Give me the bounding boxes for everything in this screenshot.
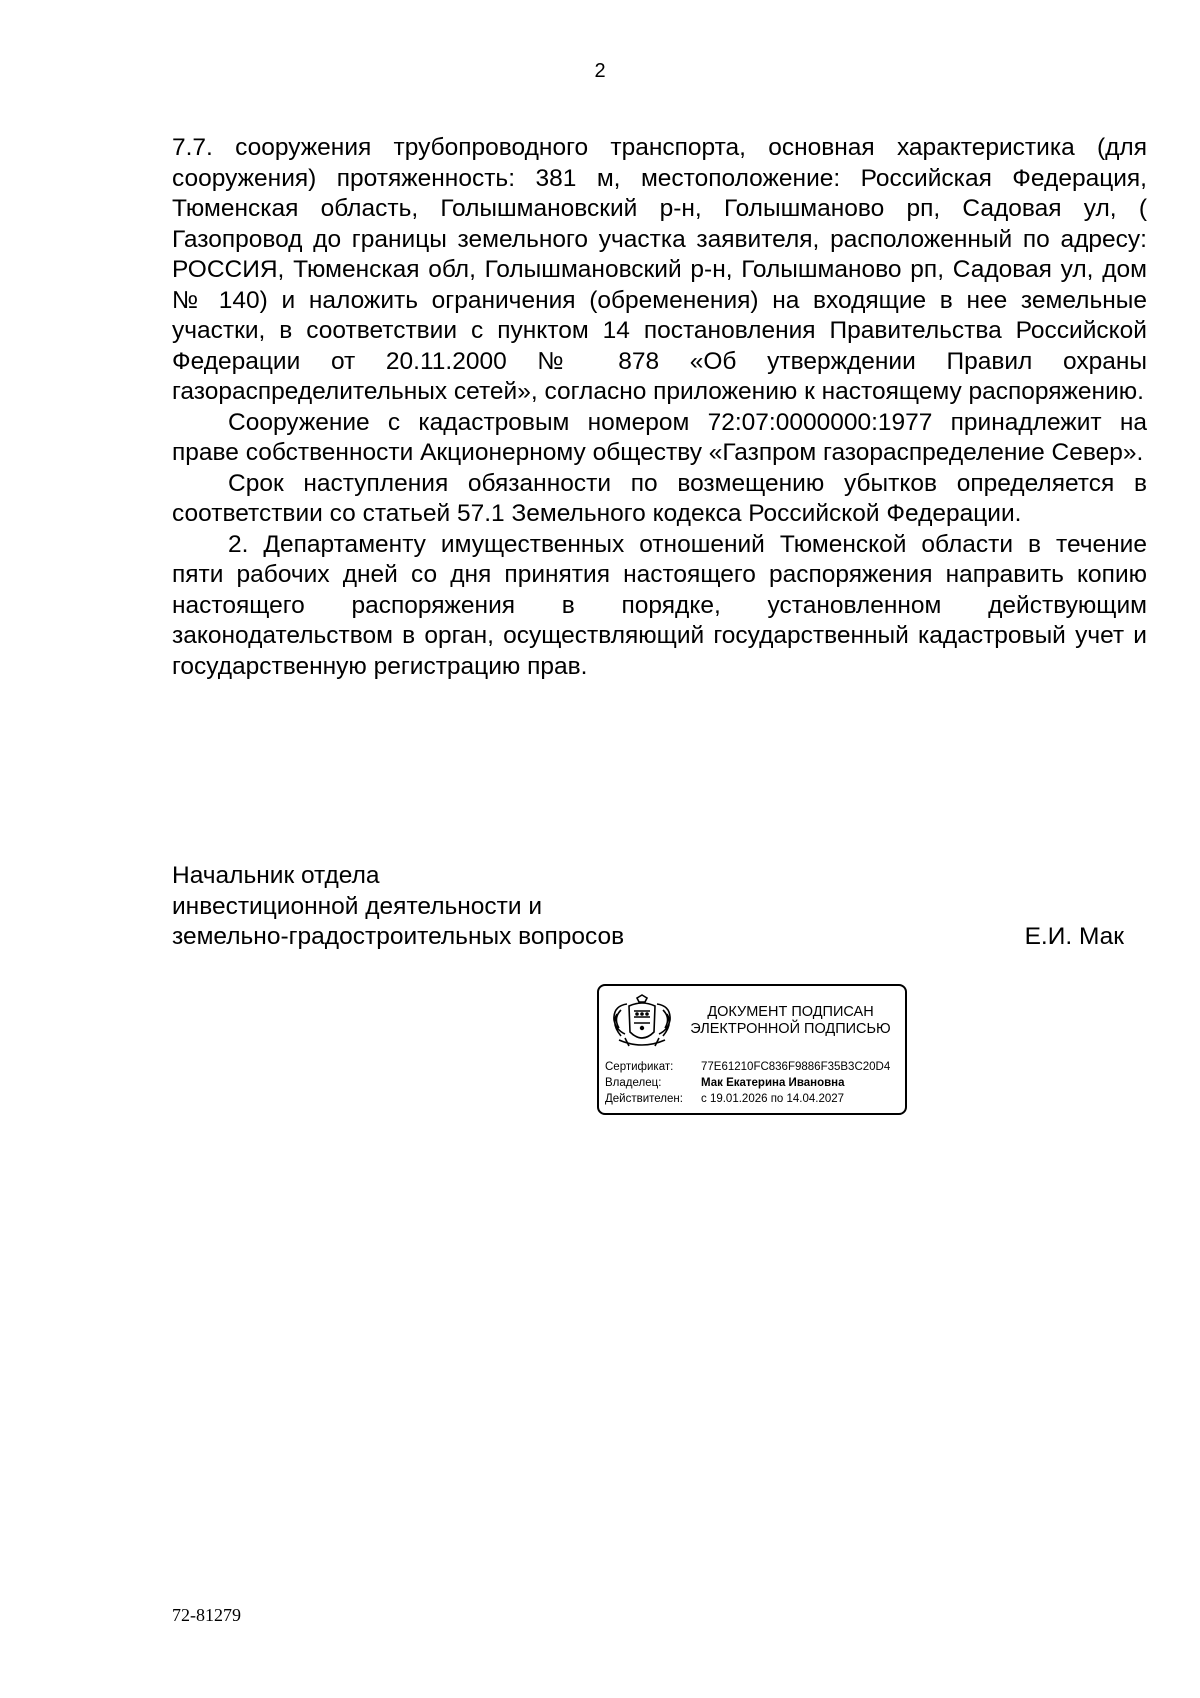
- signer-position-line: Начальник отдела: [172, 862, 380, 889]
- stamp-heading-line: ДОКУМЕНТ ПОДПИСАН: [707, 1004, 874, 1020]
- electronic-signature-stamp: [597, 984, 907, 1115]
- signer-position: [172, 861, 1124, 953]
- stamp-details: [605, 1059, 890, 1107]
- validity-value: с 19.01.2026 по 14.04.2027: [701, 1093, 845, 1105]
- owner-label: Владелец:: [605, 1077, 662, 1089]
- owner-row: [605, 1075, 890, 1091]
- signature-block: [172, 861, 1124, 953]
- paragraph-ownership: Сооружение с кадастровым номером 72:07:0000000:1977 принадлежит на праве собственности Акционерному обществу «Газпром газораспределение Север».: [172, 408, 1147, 466]
- coat-of-arms-emblem-icon: [607, 994, 677, 1052]
- certificate-label: Сертификат:: [605, 1061, 674, 1073]
- signer-position-line: инвестиционной деятельности и: [172, 892, 543, 920]
- paragraph-item-2: 2. Департаменту имущественных отношений Тюменской области в течение пяти рабочих дней со дня принятия настоящего распоряжения направить копию настоящего распоряжения в порядке, установленном действующим законодательством в орган, осуществляющий государственный кадастровый учет и государственную регистрацию прав.: [172, 530, 1147, 680]
- certificate-row: [605, 1059, 890, 1075]
- stamp-heading-line: ЭЛЕКТРОННОЙ ПОДПИСЬЮ: [690, 1021, 891, 1037]
- page-number: 2: [594, 60, 606, 82]
- certificate-value: 77E61210FC836F9886F35B3C20D4: [701, 1061, 891, 1073]
- document-body: [172, 133, 1147, 682]
- document-code: 72-81279: [172, 1605, 241, 1625]
- stamp-heading: [683, 1004, 898, 1038]
- validity-label: Действителен:: [605, 1093, 683, 1105]
- paragraph-7-7: 7.7. сооружения трубопроводного транспорта, основная характеристика (для сооружения) протяженность: 381 м, местоположение: Российская Федерация, Тюменская область, Голышмановский р-н, Голышманово рп, Садовая ул, ( Газопровод до границы земельного участка заявителя, расположенный по адресу: РОССИЯ, Тюменская обл, Голышмановский р-н, Голышманово рп, Садовая ул, дом № 140) и наложить ограничения (обременения) на входящие в нее земельные участки, в соответствии с пунктом 14 постановления Правительства Российской Федерации от 20.11.2000 № 878 «Об утверждении Правил охраны газораспределительных сетей», согласно приложению к настоящему распоряжению.: [172, 134, 1147, 405]
- paragraph-compensation-term: Срок наступления обязанности по возмещению убытков определяется в соответствии со статьей 57.1 Земельного кодекса Российской Федерации.: [172, 469, 1147, 527]
- signer-position-line: земельно-градостроительных вопросов: [172, 923, 625, 950]
- signer-name: Е.И. Мак: [1024, 923, 1124, 950]
- validity-row: [605, 1091, 890, 1107]
- owner-value: Мак Екатерина Ивановна: [701, 1077, 845, 1089]
